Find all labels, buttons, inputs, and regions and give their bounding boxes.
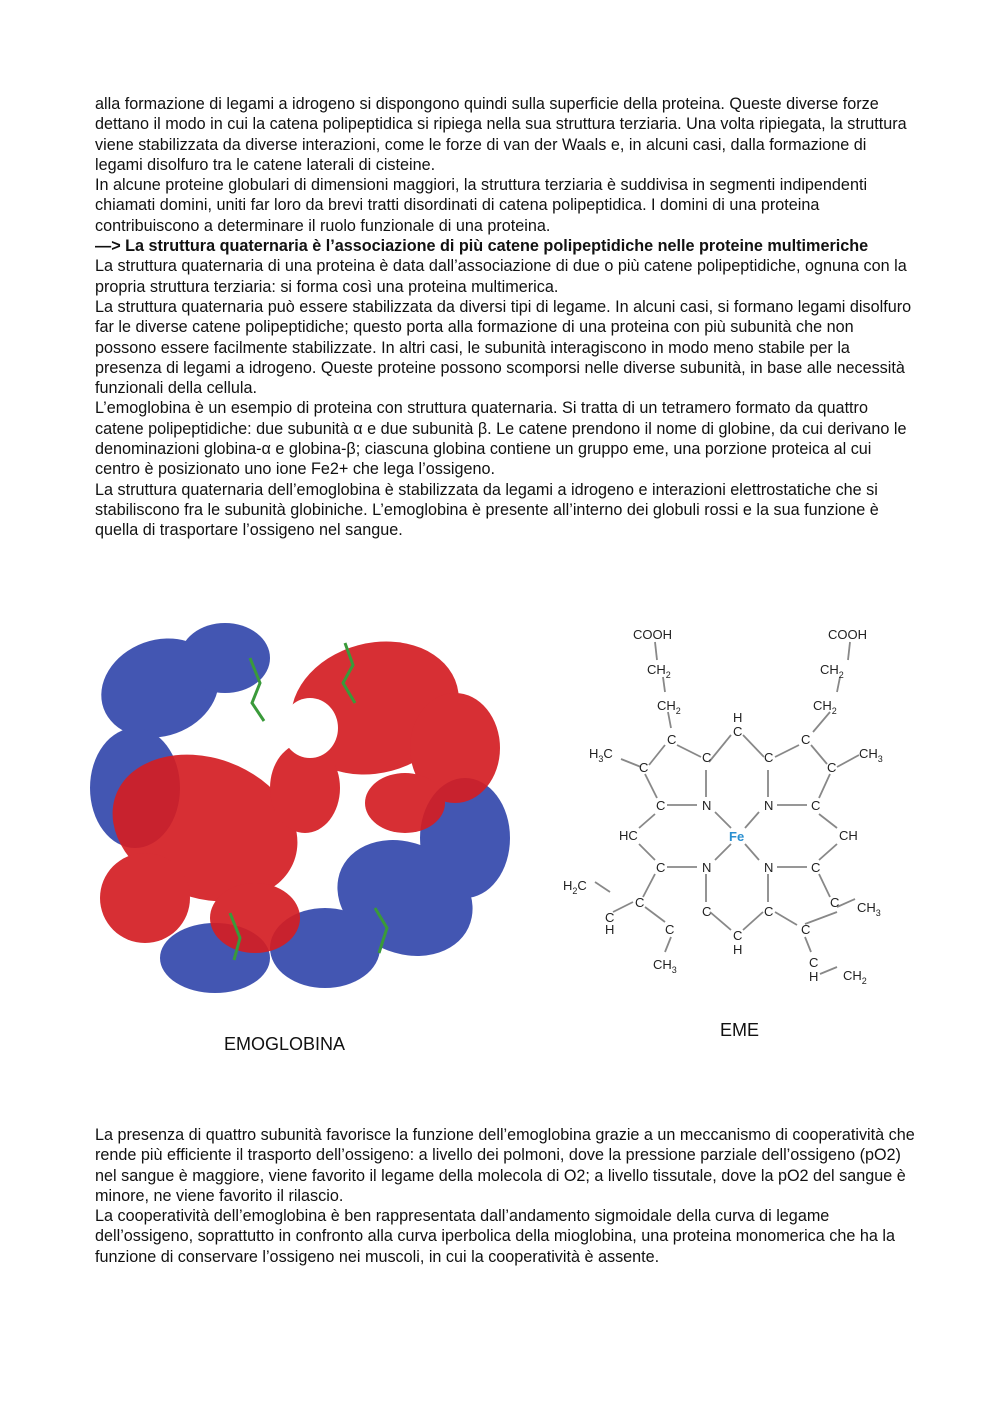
svg-text:C: C <box>635 895 645 910</box>
svg-text:C: C <box>801 732 811 747</box>
paragraph: La struttura quaternaria di una proteina è data dall’associazione di due o più catene polipeptidiche, ognuna con la propria struttura terziaria: si forma così una proteina multimerica. <box>95 257 907 296</box>
svg-text:C: C <box>605 910 615 925</box>
svg-text:C: C <box>665 922 675 937</box>
svg-text:C: C <box>656 798 666 813</box>
svg-text:C: C <box>830 895 840 910</box>
svg-text:HC: HC <box>619 828 638 843</box>
svg-text:C: C <box>764 750 774 765</box>
paragraph: La struttura quaternaria può essere stabilizzata da diversi tipi di legame. In alcuni casi, si formano legami disolfuro far le diverse catene polipeptidiche; questo porta alla formazione di una proteina con più subunità che non possono essere facilmente stabilizzate. In altri casi, le subunità interagiscono in modo meno stabile per la presenza di legami a idrogeno. Queste proteine possono scomporsi nelle diverse subunità, in base alle necessità funzionali della cellula. <box>95 297 912 398</box>
svg-text:C: C <box>733 724 743 739</box>
svg-text:C: C <box>656 860 666 875</box>
svg-text:H: H <box>733 710 743 725</box>
svg-text:N: N <box>764 798 774 813</box>
svg-text:CH2: $CH_2$ <box>820 662 844 680</box>
paragraph: La cooperatività dell’emoglobina è ben rappresentata dall’andamento sigmoidale della curva di legame dell’ossigeno, soprattutto in confronto alla curva iperbolica della mioglobina, una proteina monomerica che ha la funzione di conservare l’ossigeno nei muscoli, in cui la cooperatività è assente. <box>95 1207 895 1266</box>
svg-text:C: C <box>827 760 837 775</box>
central-cavity <box>282 698 338 758</box>
svg-text:H2C: $H_2C$ <box>563 878 587 896</box>
paragraph: La presenza di quattro subunità favorisce la funzione dell’emoglobina grazie a un meccanismo di cooperatività che rende più efficiente il trasporto dell’ossigeno: a livello dei polmoni, dove la pressione parziale dell’ossigeno (pO2) nel sangue è maggiore, viene favorito il legame della molecola di O2; a livello tissutale, dove la pO2 del sangue è minore, ne viene favorito il rilascio. <box>95 1126 915 1205</box>
atom-labels <box>563 627 883 986</box>
svg-text:C: C <box>811 798 821 813</box>
svg-text:CH2: $CH_2$ <box>813 698 837 716</box>
svg-text:C: C <box>733 928 743 943</box>
iron-label: Fe <box>729 829 745 844</box>
svg-text:H: H <box>733 942 743 957</box>
heme-caption: EME <box>720 1020 760 1040</box>
paragraph: La struttura quaternaria dell’emoglobina è stabilizzata da legami a idrogeno e interazioni elettrostatiche che si stabiliscono fra le subunità globiniche. L’emoglobina è presente all’interno dei globuli rossi e la sua funzione è quella di trasportare l’ossigeno nel sangue. <box>95 480 879 540</box>
svg-text:CH3: $CH_3$ <box>859 746 883 764</box>
paragraph: alla formazione di legami a idrogeno si dispongono quindi sulla superficie della proteina. Queste diverse forze dettano il modo in cui la catena polipeptidica si ripiega nella sua struttura terziaria. Una volta ripiegata, la struttura viene stabilizzata da diverse interazioni, come le forze di van der Waals e, in alcuni casi, dalla formazione di legami disolfuro tra le catene laterali di cisteine. <box>95 95 907 174</box>
svg-text:C: C <box>764 904 774 919</box>
svg-text:CH2: $CH_2$ <box>647 662 671 680</box>
svg-text:H: H <box>809 969 819 984</box>
svg-text:C: C <box>702 750 712 765</box>
heme-structure-diagram <box>555 612 925 997</box>
svg-text:CH: CH <box>839 828 858 843</box>
svg-text:C: C <box>801 922 811 937</box>
carboxyl-label: COOH <box>828 627 867 642</box>
hemoglobin-structure-image <box>75 598 525 1008</box>
closing-text <box>95 1125 915 1267</box>
paragraph: In alcune proteine globulari di dimensioni maggiori, la struttura terziaria è suddivisa in segmenti indipendenti chiamati domini, uniti far loro da brevi tratti disordinati di catena polipeptidica. I domini di una proteina contribuiscono a determinare il ruolo funzionale di una proteina. <box>95 176 868 235</box>
svg-text:N: N <box>764 860 774 875</box>
section-heading: —> La struttura quaternaria è l’associazione di più catene polipeptidiche nelle proteine multimeriche <box>95 237 869 256</box>
svg-text:C: C <box>811 860 821 875</box>
svg-text:C: C <box>639 760 649 775</box>
svg-text:N: N <box>702 860 712 875</box>
svg-text:CH2: $CH_2$ <box>657 698 681 716</box>
svg-text:CH2: $CH_2$ <box>843 968 867 986</box>
svg-text:H: H <box>605 922 615 937</box>
carboxyl-label: COOH <box>633 627 672 642</box>
svg-text:C: C <box>809 955 819 970</box>
svg-text:C: C <box>667 732 677 747</box>
main-text <box>95 94 915 541</box>
svg-text:N: N <box>702 798 712 813</box>
svg-text:CH3: $CH_3$ <box>857 900 881 918</box>
svg-text:H3C: $H_3C$ <box>589 746 613 764</box>
svg-text:CH3: $CH_3$ <box>653 957 677 975</box>
hemoglobin-caption: EMOGLOBINA <box>224 1034 346 1054</box>
svg-text:C: C <box>702 904 712 919</box>
paragraph: L’emoglobina è un esempio di proteina con struttura quaternaria. Si tratta di un tetramero formato da quattro catene polipeptidiche: due subunità α e due subunità β. Le catene prendono il nome di globine, da cui derivano le denominazioni globina-α e globina-β; ciascuna globina contiene un gruppo eme, una porzione proteica al cui centro è posizionato uno ione Fe2+ che lega l’ossigeno. <box>95 399 907 479</box>
